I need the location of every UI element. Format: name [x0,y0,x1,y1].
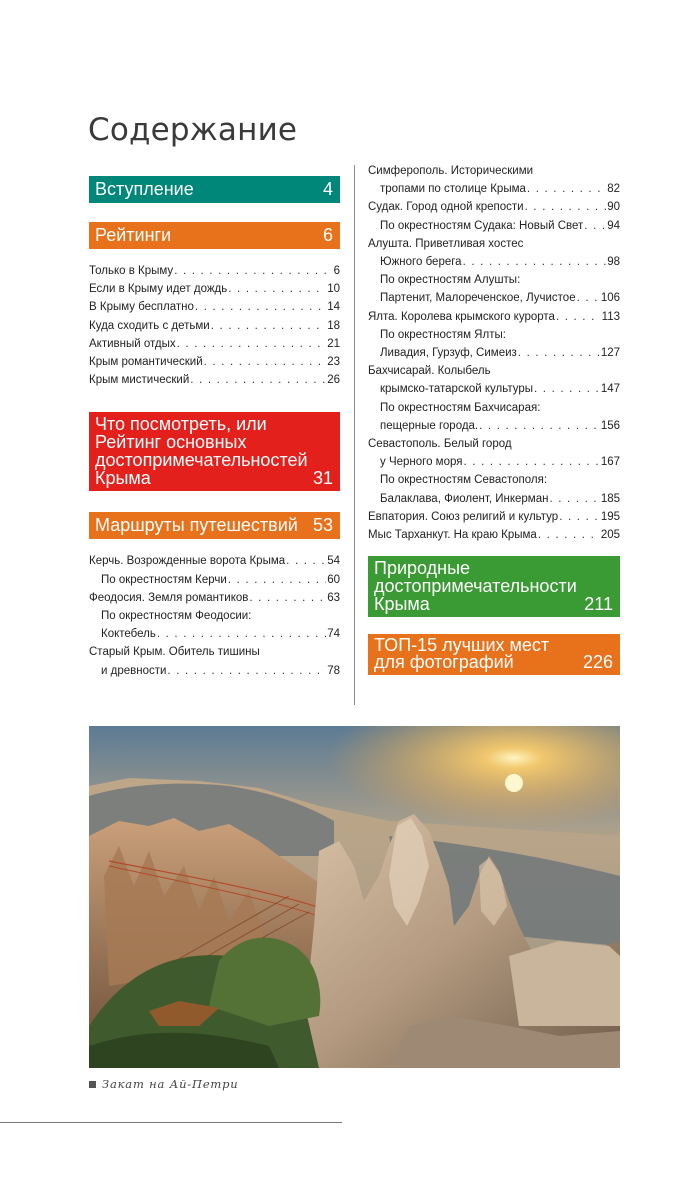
bottom-rule [0,1122,342,1123]
toc-section-nature[interactable] [368,556,620,617]
toc-section-ratings[interactable] [89,222,340,249]
toc-entry[interactable]: В Крыму бесплатно . . . 14 [89,298,340,316]
section-label: ТОП-15 лучших мест для фотографий [374,635,550,673]
section-label: Маршруты путешествий [95,515,298,536]
toc-entry-line[interactable]: По окрестностям Севастополя: [380,474,548,487]
routes-list [89,552,340,679]
toc-entry[interactable]: и древности . . . 78 [89,662,340,680]
toc-entry[interactable]: Партенит, Малореченское, Лучистое . . . 106 [368,289,620,307]
toc-entry[interactable]: По окрестностям Керчи . . . 60 [89,571,340,589]
toc-entry[interactable]: Активный отдых . . . 21 [89,335,340,353]
toc-entry-line[interactable]: Старый Крым. Обитель тишины [89,646,260,659]
toc-entry[interactable]: Крым романтический . . . 23 [89,353,340,371]
section-page: 4 [322,179,333,199]
toc-entry[interactable]: Феодосия. Земля романтиков . . . 63 [89,589,340,607]
section-label: Рейтинги [95,225,172,245]
section-page: 31 [312,468,333,489]
toc-entry[interactable]: Крым мистический . . . 26 [89,371,340,389]
toc-section-routes[interactable] [89,512,340,539]
ratings-list [89,262,340,389]
toc-right-column [368,162,620,675]
toc-entry[interactable]: Балаклава, Фиолент, Инкерман . . . 185 [368,490,620,508]
toc-left-column [89,176,340,680]
toc-entry[interactable]: Керчь. Возрожденные ворота Крыма . . . 54 [89,552,340,570]
toc-entry-line[interactable]: По окрестностям Ялты: [380,328,506,341]
toc-entry[interactable]: Ялта. Королева крымского курорта . . . 113 [368,308,620,326]
toc-section-intro[interactable] [89,176,340,203]
toc-entry-line[interactable]: Севастополь. Белый город [368,438,512,451]
toc-entry[interactable]: у Черного моря . . . 167 [368,453,620,471]
ai-petri-landscape-illustration [89,726,620,1068]
toc-entry-line[interactable]: По окрестностям Феодосии: [101,610,252,623]
toc-entry[interactable]: Коктебель . . . 74 [89,625,340,643]
toc-entry[interactable]: Куда сходить с детьми . . . 18 [89,317,340,335]
bullet-square-icon [89,1081,96,1088]
toc-section-sights[interactable] [89,412,340,491]
toc-entry-line[interactable]: По окрестностям Алушты: [380,274,521,287]
toc-entry[interactable]: Ливадия, Гурзуф, Симеиз . . . 127 [368,344,620,362]
toc-entry[interactable]: Мыс Тарханкут. На краю Крыма . . . 205 [368,526,620,544]
toc-entry[interactable]: крымско-татарской культуры . . . 147 [368,380,620,398]
toc-entry-line[interactable]: Алушта. Приветливая хостес [368,237,524,250]
section-label: Природные достопримечательности Крыма [374,558,577,615]
toc-entry[interactable]: По окрестностям Судака: Новый Свет . . . 94 [368,217,620,235]
sunset-photo [89,726,620,1068]
toc-entry[interactable]: Судак. Город одной крепости . . . 90 [368,198,620,216]
section-label: Вступление [95,179,194,199]
toc-entry[interactable]: Если в Крыму идет дождь . . . 10 [89,280,340,298]
toc-section-top15[interactable] [368,634,620,675]
section-page: 6 [322,225,333,245]
section-page: 53 [312,515,333,536]
toc-entry[interactable]: Только в Крыму . . . 6 [89,262,340,280]
section-page: 226 [582,652,613,673]
toc-entry[interactable]: пещерные города. . . . 156 [368,417,620,435]
toc-entry[interactable]: тропами по столице Крыма . . . 82 [368,180,620,198]
toc-entry[interactable]: Евпатория. Союз религий и культур . . . 195 [368,508,620,526]
toc-entry-line[interactable]: По окрестностям Бахчисарая: [380,401,541,414]
toc-entry-line[interactable]: Симферополь. Историческими [368,165,534,177]
toc-entry-line[interactable]: Бахчисарай. Колыбель [368,365,491,378]
column-divider [354,165,355,705]
page-title: Содержание [88,112,298,148]
photo-caption: Закат на Ай-Петри [89,1077,239,1091]
section-label: Что посмотреть, или Рейтинг основных достопримечательностей Крыма [95,414,308,489]
toc-entry[interactable]: Южного берега . . . 98 [368,253,620,271]
section-page: 211 [584,594,613,615]
